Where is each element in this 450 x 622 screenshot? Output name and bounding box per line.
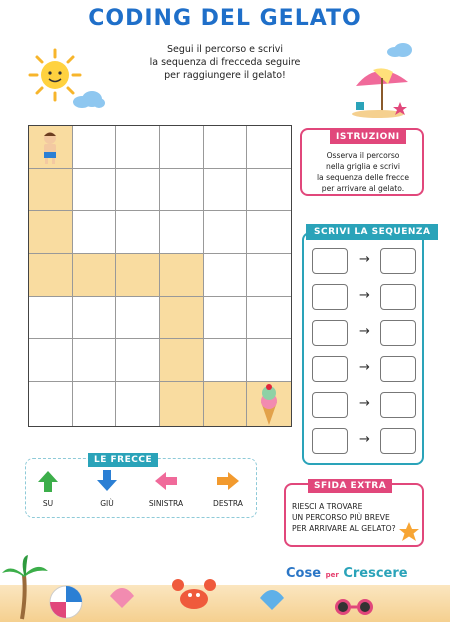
arrows-legend — [25, 455, 257, 518]
instructions-box — [300, 128, 424, 196]
grid-cell — [160, 254, 204, 297]
star-icon — [398, 521, 420, 543]
grid-cell — [160, 169, 204, 212]
sequence-row — [312, 392, 418, 418]
grid-cell — [73, 382, 117, 426]
grid-cell — [73, 254, 117, 297]
arrows-legend-title: LE FRECCE — [88, 453, 158, 467]
grid-cell — [247, 169, 291, 212]
sequence-slot[interactable] — [312, 320, 348, 346]
grid-cell — [204, 339, 248, 382]
sequence-slot[interactable] — [380, 428, 416, 454]
arrow-legend-item-right — [198, 469, 258, 508]
sequence-slot[interactable] — [312, 356, 348, 382]
extra-challenge-box — [284, 483, 424, 547]
sequence-box — [302, 227, 431, 465]
arrow-right-icon: → — [359, 252, 370, 267]
grid-cell — [73, 211, 117, 254]
brand-word: Cose — [286, 566, 322, 581]
arrow-right-icon: → — [359, 324, 370, 339]
extra-challenge-title: SFIDA EXTRA — [308, 479, 392, 493]
sequence-row — [312, 428, 418, 454]
sunglasses-icon — [332, 598, 376, 616]
grid-cell — [116, 211, 160, 254]
grid-cell — [116, 126, 160, 169]
ice-cream-icon — [255, 382, 283, 426]
instructions-text — [306, 150, 420, 194]
shell-icon — [258, 586, 286, 612]
arrow-left-icon — [153, 469, 179, 493]
sequence-row — [312, 248, 418, 274]
grid-cell — [160, 339, 204, 382]
sequence-row — [312, 356, 418, 382]
grid-cell — [204, 297, 248, 340]
shell-icon — [108, 584, 136, 610]
subtitle-line: per raggiungere il gelato! — [164, 70, 286, 81]
cloud-icon — [70, 90, 106, 108]
grid-cell — [116, 297, 160, 340]
sequence-slot[interactable] — [380, 392, 416, 418]
sequence-slot[interactable] — [312, 428, 348, 454]
grid-cell — [247, 126, 291, 169]
page-title: CODING DEL GELATO — [88, 6, 362, 31]
grid-cell — [204, 169, 248, 212]
grid-cell — [29, 169, 73, 212]
sequence-slot[interactable] — [380, 356, 416, 382]
sequence-slot[interactable] — [312, 248, 348, 274]
arrow-legend-item-left — [136, 469, 196, 508]
cloud-icon — [385, 42, 415, 58]
grid-cell — [247, 254, 291, 297]
instructions-line: la sequenza delle frecce — [316, 173, 410, 182]
sequence-slot[interactable] — [380, 284, 416, 310]
arrow-legend-item-up — [18, 469, 78, 508]
sequence-slot[interactable] — [312, 284, 348, 310]
sequence-row — [312, 320, 418, 346]
boy-icon — [37, 130, 63, 164]
grid-cell — [204, 211, 248, 254]
instructions-line: per arrivare al gelato. — [321, 184, 405, 193]
grid-cell — [247, 382, 291, 426]
extra-challenge-text — [292, 501, 396, 534]
grid-cell — [73, 126, 117, 169]
path-grid — [28, 125, 292, 427]
grid-cell — [29, 126, 73, 169]
grid-cell — [247, 339, 291, 382]
grid-cell — [247, 297, 291, 340]
grid-cell — [29, 339, 73, 382]
arrow-label: DESTRA — [213, 499, 243, 508]
arrow-up-icon — [37, 469, 59, 493]
sequence-title: SCRIVI LA SEQUENZA — [306, 224, 438, 240]
arrow-right-icon: → — [359, 288, 370, 303]
grid-cell — [29, 211, 73, 254]
extra-challenge-line: UN PERCORSO PIÙ BREVE — [292, 513, 390, 522]
crab-icon — [170, 575, 218, 615]
grid-cell — [116, 339, 160, 382]
brand-word: Crescere — [343, 566, 408, 581]
arrow-label: GIÙ — [100, 499, 114, 508]
arrow-right-icon: → — [359, 396, 370, 411]
instructions-title: ISTRUZIONI — [330, 130, 406, 144]
instructions-line: nella griglia e scrivi — [326, 162, 400, 171]
grid-cell — [160, 382, 204, 426]
extra-challenge-line: PER ARRIVARE AL GELATO? — [292, 524, 396, 533]
grid-cell — [73, 339, 117, 382]
grid-cell — [29, 254, 73, 297]
arrow-right-icon: → — [359, 360, 370, 375]
sequence-slot[interactable] — [380, 248, 416, 274]
instructions-line: Osserva il percorso — [326, 151, 400, 160]
sequence-slot[interactable] — [312, 392, 348, 418]
brand-logo — [286, 566, 408, 581]
beach-ball-icon — [48, 584, 84, 620]
grid-cell — [160, 211, 204, 254]
grid-cell — [247, 211, 291, 254]
grid-cell — [73, 297, 117, 340]
subtitle-line: la sequenza di frecceda seguire — [149, 57, 301, 68]
grid-cell — [29, 382, 73, 426]
grid-cell — [29, 297, 73, 340]
grid-cell — [116, 169, 160, 212]
grid-cell — [204, 126, 248, 169]
grid-cell — [204, 382, 248, 426]
subtitle — [120, 43, 330, 82]
grid-cell — [160, 297, 204, 340]
arrow-label: SINISTRA — [148, 499, 184, 508]
grid-cell — [116, 382, 160, 426]
grid-cell — [160, 126, 204, 169]
grid-cell — [204, 254, 248, 297]
beach-umbrella-icon — [348, 58, 418, 118]
grid-cell — [116, 254, 160, 297]
palm-tree-icon — [2, 555, 48, 621]
arrow-label: SU — [42, 499, 54, 508]
arrow-right-icon — [215, 469, 241, 493]
arrow-legend-item-down — [77, 469, 137, 508]
arrow-down-icon — [96, 469, 118, 493]
brand-word: per — [325, 571, 339, 579]
subtitle-line: Segui il percorso e scrivi — [166, 44, 284, 55]
extra-challenge-line: RIESCI A TROVARE — [292, 502, 363, 511]
grid-cell — [73, 169, 117, 212]
arrow-right-icon: → — [359, 432, 370, 447]
sequence-row — [312, 284, 418, 310]
sequence-slot[interactable] — [380, 320, 416, 346]
